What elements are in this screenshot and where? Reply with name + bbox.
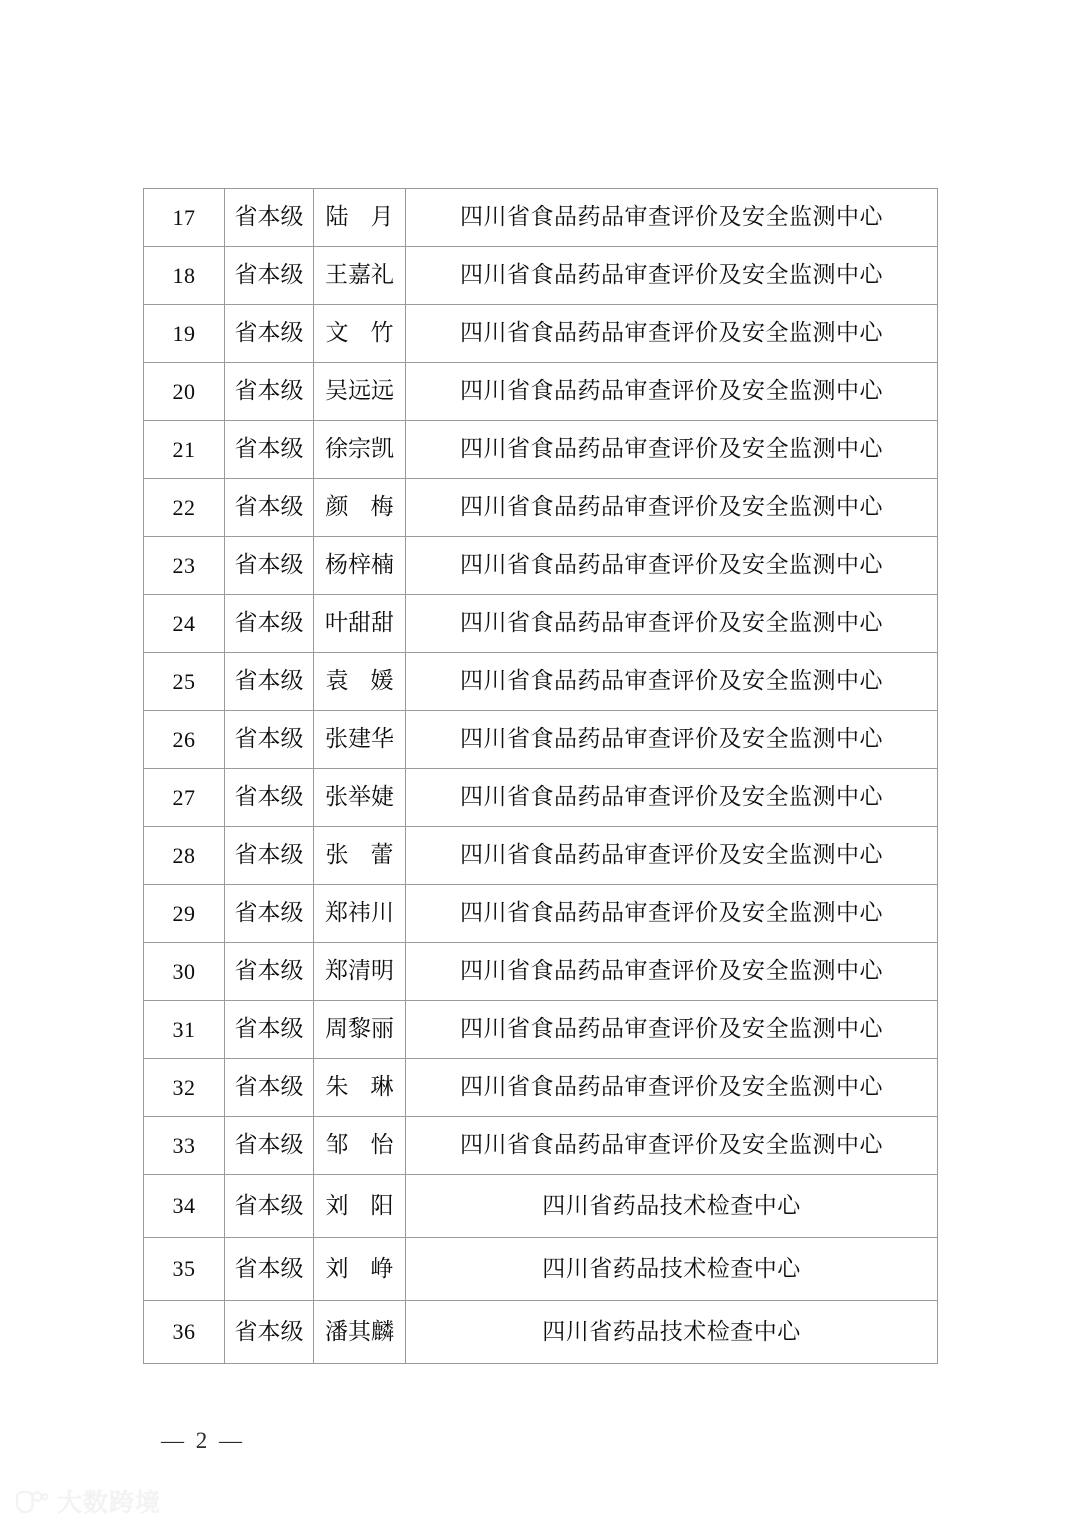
cell-name: 王嘉礼	[314, 247, 406, 305]
cell-name: 张举婕	[314, 769, 406, 827]
cell-name	[314, 1117, 406, 1175]
cell-name	[314, 479, 406, 537]
cell-organization: 四川省食品药品审查评价及安全监测中心	[406, 189, 938, 247]
name-char: 刘	[325, 1192, 349, 1219]
cell-organization: 四川省药品技术检查中心	[406, 1301, 938, 1364]
cell-organization: 四川省食品药品审查评价及安全监测中心	[406, 363, 938, 421]
cell-name: 张建华	[314, 711, 406, 769]
cell-index: 22	[144, 479, 225, 537]
cell-index: 19	[144, 305, 225, 363]
cell-name	[314, 653, 406, 711]
cell-level: 省本级	[225, 305, 314, 363]
name-char: 竹	[370, 320, 394, 346]
cell-name	[314, 1175, 406, 1238]
cell-name: 郑祎川	[314, 885, 406, 943]
table-row	[144, 769, 938, 827]
cell-level: 省本级	[225, 653, 314, 711]
cell-index: 30	[144, 943, 225, 1001]
cell-level: 省本级	[225, 247, 314, 305]
cell-index: 29	[144, 885, 225, 943]
cell-name	[314, 189, 406, 247]
cell-name	[314, 305, 406, 363]
cell-index: 20	[144, 363, 225, 421]
cell-organization: 四川省食品药品审查评价及安全监测中心	[406, 537, 938, 595]
table-row	[144, 363, 938, 421]
watermark-text: 大数跨境	[57, 1487, 162, 1517]
cell-level: 省本级	[225, 479, 314, 537]
cell-level: 省本级	[225, 189, 314, 247]
watermark	[14, 1489, 161, 1515]
cell-name: 徐宗凯	[314, 421, 406, 479]
cell-level: 省本级	[225, 885, 314, 943]
cell-organization: 四川省食品药品审查评价及安全监测中心	[406, 479, 938, 537]
cell-organization: 四川省食品药品审查评价及安全监测中心	[406, 1117, 938, 1175]
cell-organization: 四川省药品技术检查中心	[406, 1238, 938, 1301]
table-row	[144, 943, 938, 1001]
name-char: 怡	[370, 1132, 394, 1158]
table-row	[144, 305, 938, 363]
cell-index: 31	[144, 1001, 225, 1059]
roster-table-body	[144, 189, 938, 1364]
cell-level: 省本级	[225, 1117, 314, 1175]
table-row	[144, 885, 938, 943]
camera-logo-icon	[14, 1489, 48, 1515]
cell-level: 省本级	[225, 1238, 314, 1301]
cell-name: 周黎丽	[314, 1001, 406, 1059]
name-char: 阳	[370, 1192, 394, 1219]
table-row	[144, 711, 938, 769]
table-row	[144, 1301, 938, 1364]
name-char: 媛	[370, 668, 394, 694]
name-char: 蕾	[370, 842, 394, 868]
cell-index: 34	[144, 1175, 225, 1238]
cell-name: 郑清明	[314, 943, 406, 1001]
cell-organization: 四川省食品药品审查评价及安全监测中心	[406, 827, 938, 885]
name-char: 刘	[325, 1255, 349, 1282]
name-char: 峥	[370, 1255, 394, 1282]
cell-index: 18	[144, 247, 225, 305]
cell-name: 叶甜甜	[314, 595, 406, 653]
cell-level: 省本级	[225, 1059, 314, 1117]
name-char: 文	[325, 320, 349, 346]
cell-organization: 四川省食品药品审查评价及安全监测中心	[406, 421, 938, 479]
name-char: 琳	[370, 1074, 394, 1100]
table-row	[144, 247, 938, 305]
cell-organization: 四川省食品药品审查评价及安全监测中心	[406, 769, 938, 827]
cell-name	[314, 1059, 406, 1117]
table-row	[144, 1001, 938, 1059]
cell-index: 35	[144, 1238, 225, 1301]
cell-index: 27	[144, 769, 225, 827]
cell-level: 省本级	[225, 1301, 314, 1364]
name-char: 朱	[325, 1074, 349, 1100]
cell-name: 杨梓楠	[314, 537, 406, 595]
cell-organization: 四川省食品药品审查评价及安全监测中心	[406, 1001, 938, 1059]
cell-organization: 四川省食品药品审查评价及安全监测中心	[406, 595, 938, 653]
cell-name	[314, 827, 406, 885]
cell-organization: 四川省食品药品审查评价及安全监测中心	[406, 653, 938, 711]
name-char: 梅	[370, 494, 394, 520]
table-row	[144, 1238, 938, 1301]
cell-index: 33	[144, 1117, 225, 1175]
table-row	[144, 827, 938, 885]
cell-organization: 四川省食品药品审查评价及安全监测中心	[406, 711, 938, 769]
table-row	[144, 653, 938, 711]
cell-level: 省本级	[225, 943, 314, 1001]
cell-organization: 四川省食品药品审查评价及安全监测中心	[406, 885, 938, 943]
cell-index: 23	[144, 537, 225, 595]
cell-level: 省本级	[225, 711, 314, 769]
name-char: 颜	[325, 494, 349, 520]
roster-table	[143, 188, 938, 1364]
cell-level: 省本级	[225, 363, 314, 421]
name-char: 月	[370, 204, 394, 230]
page-number: — 2 —	[161, 1428, 245, 1453]
cell-organization: 四川省食品药品审查评价及安全监测中心	[406, 1059, 938, 1117]
cell-level: 省本级	[225, 537, 314, 595]
cell-organization: 四川省食品药品审查评价及安全监测中心	[406, 305, 938, 363]
cell-name: 吴远远	[314, 363, 406, 421]
cell-name	[314, 1238, 406, 1301]
cell-level: 省本级	[225, 827, 314, 885]
cell-organization: 四川省食品药品审查评价及安全监测中心	[406, 247, 938, 305]
name-char: 张	[325, 842, 349, 868]
cell-level: 省本级	[225, 1175, 314, 1238]
cell-index: 17	[144, 189, 225, 247]
table-row	[144, 479, 938, 537]
table-row	[144, 1175, 938, 1238]
table-row	[144, 1059, 938, 1117]
name-char: 袁	[325, 668, 349, 694]
name-char: 陆	[325, 204, 349, 230]
table-row	[144, 537, 938, 595]
cell-index: 36	[144, 1301, 225, 1364]
cell-index: 26	[144, 711, 225, 769]
table-row	[144, 595, 938, 653]
cell-organization: 四川省药品技术检查中心	[406, 1175, 938, 1238]
table-row	[144, 421, 938, 479]
cell-index: 32	[144, 1059, 225, 1117]
name-char: 邹	[325, 1132, 349, 1158]
table-row	[144, 1117, 938, 1175]
cell-level: 省本级	[225, 595, 314, 653]
cell-level: 省本级	[225, 1001, 314, 1059]
cell-organization: 四川省食品药品审查评价及安全监测中心	[406, 943, 938, 1001]
cell-index: 24	[144, 595, 225, 653]
cell-index: 25	[144, 653, 225, 711]
cell-name: 潘其麟	[314, 1301, 406, 1364]
cell-index: 28	[144, 827, 225, 885]
table-row	[144, 189, 938, 247]
cell-level: 省本级	[225, 421, 314, 479]
cell-level: 省本级	[225, 769, 314, 827]
cell-index: 21	[144, 421, 225, 479]
